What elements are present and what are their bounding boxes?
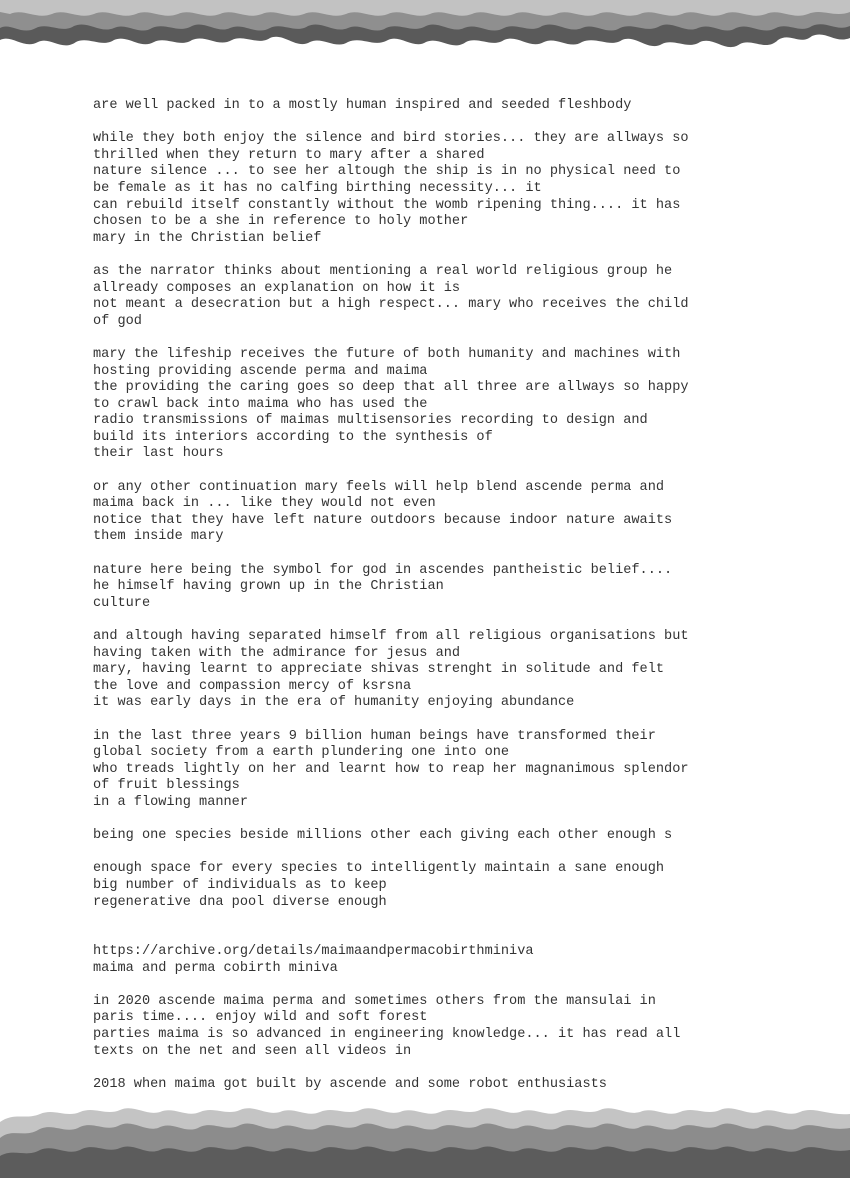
paragraph: [93, 563, 793, 613]
text-line: thrilled when they return to mary after a shared: [93, 147, 485, 163]
archive-link[interactable]: https://archive.org/details/maimaandpermacobirthminiva: [93, 944, 534, 960]
paragraph: [93, 861, 793, 911]
text-line: hosting providing ascende perma and maima: [93, 363, 428, 379]
text-line: nature here being the symbol for god in ascendes pantheistic belief....: [93, 562, 673, 578]
text-line: are well packed in to a mostly human inspired and seeded fleshbody: [93, 98, 632, 113]
text-line: 2018 when maima got built by ascende and some robot enthusiasts: [93, 1076, 607, 1092]
text-line: mary, having learnt to appreciate shivas strenght in solitude and felt: [93, 662, 665, 678]
text-line: regenerative dna pool diverse enough: [93, 894, 387, 910]
paragraph: [93, 131, 793, 247]
text-line: who treads lightly on her and learnt how to reap her magnanimous splendor: [93, 761, 689, 777]
text-line: to crawl back into maima who has used the: [93, 396, 428, 412]
text-line: chosen to be a she in reference to holy mother: [93, 214, 469, 230]
text-line: not meant a desecration but a high respect... mary who receives the child: [93, 297, 689, 313]
text-line: them inside mary: [93, 529, 224, 545]
paragraph: [93, 944, 793, 977]
text-line: culture: [93, 595, 151, 611]
text-line: having taken with the admirance for jesus and: [93, 645, 461, 661]
text-line: being one species beside millions other each giving each other enough s: [93, 828, 673, 844]
text-line: big number of individuals as to keep: [93, 877, 387, 893]
paragraph: [93, 480, 793, 546]
text-line: build its interiors according to the synthesis of: [93, 429, 493, 445]
text-line: he himself having grown up in the Christian: [93, 579, 444, 595]
text-line: as the narrator thinks about mentioning a real world religious group he: [93, 263, 673, 279]
text-line: in 2020 ascende maima perma and sometimes others from the mansulai in: [93, 993, 656, 1009]
text-line: maima and perma cobirth miniva: [93, 960, 338, 976]
bottom-foliage-border: [0, 1098, 850, 1178]
paragraph: [93, 264, 793, 330]
paragraph: [93, 98, 793, 115]
document-body: [93, 98, 793, 1110]
paragraph: [93, 828, 793, 845]
text-line: parties maima is so advanced in engineering knowledge... it has read all: [93, 1027, 681, 1043]
top-foliage-border: [0, 0, 850, 62]
text-line: in the last three years 9 billion human beings have transformed their: [93, 728, 656, 744]
text-line: mary the lifeship receives the future of both humanity and machines with: [93, 346, 681, 362]
text-line: their last hours: [93, 446, 224, 462]
text-line: while they both enjoy the silence and bird stories... they are allways so: [93, 131, 689, 147]
text-line: of god: [93, 313, 142, 329]
paragraph: [93, 729, 793, 812]
text-line: in a flowing manner: [93, 794, 248, 810]
paragraph: [93, 629, 793, 712]
text-line: or any other continuation mary feels will help blend ascende perma and: [93, 479, 665, 495]
text-line: notice that they have left nature outdoors because indoor nature awaits: [93, 512, 673, 528]
text-line: texts on the net and seen all videos in: [93, 1043, 412, 1059]
text-line: of fruit blessings: [93, 778, 240, 794]
text-line: maima back in ... like they would not even: [93, 496, 436, 512]
text-line: nature silence ... to see her altough the ship is in no physical need to: [93, 164, 681, 180]
text-line: it was early days in the era of humanity enjoying abundance: [93, 695, 575, 711]
text-line: allready composes an explanation on how it is: [93, 280, 461, 296]
text-line: radio transmissions of maimas multisensories recording to design and: [93, 413, 648, 429]
paragraph: [93, 994, 793, 1060]
text-line: can rebuild itself constantly without the womb ripening thing.... it has: [93, 197, 681, 213]
text-line: global society from a earth plundering one into one: [93, 745, 510, 761]
paragraph: [93, 347, 793, 463]
text-line: be female as it has no calfing birthing necessity... it: [93, 180, 542, 196]
text-line: enough space for every species to intelligently maintain a sane enough: [93, 861, 665, 877]
text-line: the love and compassion mercy of ksrsna: [93, 678, 412, 694]
text-line: mary in the Christian belief: [93, 230, 322, 246]
text-line: and altough having separated himself from all religious organisations but: [93, 629, 689, 644]
text-line: the providing the caring goes so deep that all three are allways so happy: [93, 380, 689, 396]
paragraph: [93, 1077, 793, 1094]
text-line: paris time.... enjoy wild and soft forest: [93, 1010, 428, 1026]
